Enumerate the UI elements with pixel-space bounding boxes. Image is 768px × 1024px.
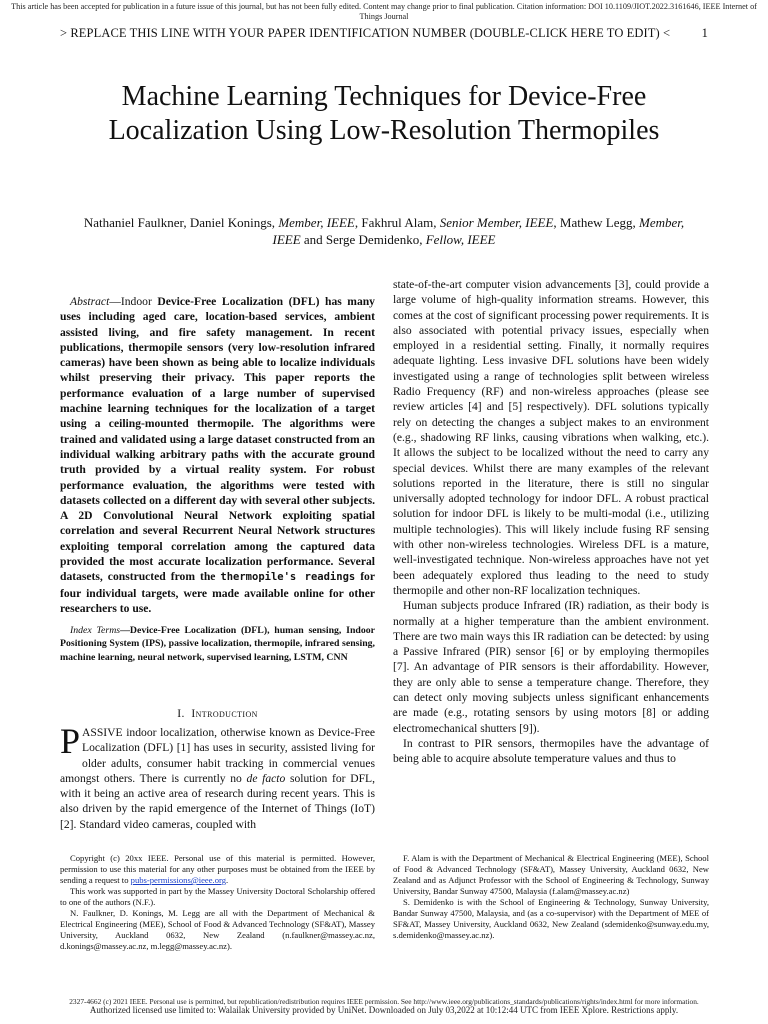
index-terms-label: Index Terms: [70, 625, 121, 636]
demidenko-affiliation: S. Demidenko is with the School of Engineering & Technology, Sunway University, Bandar Sunway 47500, Malaysia, and (as a co-supervisor) with the Department of MEE of SF&AT, Massey University, Auckland 0632, New Zealand (sdemidenko@sunway.edu.my, s.demidenko@massey.ac.nz).: [393, 897, 709, 940]
support-footnote: This work was supported in part by the Massey University Doctoral Scholarship offered to one of the authors (N.F.).: [60, 886, 375, 907]
author-names-3: , Mathew Legg,: [553, 215, 639, 230]
copyright-footer: 2327-4662 (c) 2021 IEEE. Personal use is permitted, but republication/redistribution requires IEEE permission. See http://www.ieee.org/publications_standards/publications/rights/index.html for more information.: [69, 997, 699, 1006]
author-role-2: Senior Member, IEEE: [439, 215, 554, 230]
intro-text-a: ASSIVE indoor localization, otherwise known as Device-Free Localization (DFL) [1] has uses in security, assisted living for older adults, consumer habit tracking in commercial venues amongst others. There is currently no: [60, 726, 375, 785]
drop-cap: P: [60, 721, 81, 761]
abstract-lead: —Indoor: [109, 295, 158, 308]
author-role-1: Member, IEEE: [278, 215, 355, 230]
paper-title: Machine Learning Techniques for Device-Free Localization Using Low-Resolution Thermopiles: [108, 81, 660, 146]
section-title: Introduction: [191, 707, 258, 720]
author-role-3: Member, IEEE: [272, 215, 685, 247]
author-names-1: Nathaniel Faulkner, Daniel Konings,: [83, 215, 279, 230]
author-names-4: and Serge Demidenko,: [300, 232, 426, 247]
body-paragraph-2: Human subjects produce Infrared (IR) radiation, as their body is normally at a higher temperature than the ambient environment. There are two main ways this IR radiation can be detected: by using a Passive Infrared (PIR) sensor [6] or by employing thermopiles [7]. An advantage of PIR sensors is their affordability. However, they are only able to sense a temperature change. Therefore, they can detect only moving subjects unless significant enhancements are made (e.g., rotating sensors by using motors [8] or adding electromechanical shutters [9]).: [393, 599, 709, 735]
body-paragraph-1: state-of-the-art computer vision advancements [3], could provide a large volume of high-quality information streams. However, this comes at the cost of significant processing power requirements. It is also associated with potential privacy issues, especially when employed in a residential setting. Finally, it normally requires adequate lighting. Less invasive DFL solutions have been widely investigated using a range of technologies split between wireless Radio Frequency (RF) and non-wireless approaches (please see review articles [4] and [5] respectively). DFL solutions typically rely on detecting the changes a subject makes to an environment (e.g., shadowing RF links, causing vibrations when walking, etc.). It allows the subject to be localized without the need to carry any special devices. Whilst there are many examples of the relevant solutions reported in the literature, there is still no singular universally adopted technology for indoor DFL. A robust practical solution for indoor DFL is likely to be multi-modal (i.e., utilizing multiple technologies). This will likely include fusing RF sensing with other non-wireless technologies. Wireless DFL is a mature, well-investigated technique. Non-wireless approaches have not yet been adequately explored thus leading to the need to study thermopile and other non-RF localization techniques.: [393, 278, 709, 597]
author-role-4: Fellow, IEEE: [425, 232, 496, 247]
journal-notice: This article has been accepted for publication in a future issue of this journal, but has not been fully edited. Content may change prior to final publication. Citation information: DOI 10.1109/JIOT.2022.3161646, IEEE Internet of Things Journal: [11, 2, 757, 21]
copyright-text: Copyright (c) 20xx IEEE. Personal use of this material is permitted. However, permission to use this material for any other purposes must be obtained from the IEEE by sending a request to: [60, 853, 375, 885]
introduction-paragraph: [60, 721, 375, 832]
alam-affiliation: F. Alam is with the Department of Mechanical & Electrical Engineering (MEE), School of Food & Advanced Technology (SF&AT), Massey University, Auckland 0632, New Zealand and as Adjunct Professor with the School of Engineering & Technology, Sunway University, Bandar Sunway 47500, Malaysia (f.alam@massey.ac.nz): [393, 853, 709, 896]
copyright-footnote: [60, 853, 375, 886]
author-names-2: , Fakhrul Alam,: [354, 215, 440, 230]
abstract-body-1: Device-Free Localization (DFL) has many uses including aged care, location-based services, ambient assisted living, and fire safety management. In recent publications, thermopile sensors (very low-resolution infrared cameras) have been shown as being able to localize individuals whilst preserving their privacy. This paper reports the performance evaluation of a large number of supervised machine learning techniques for the localization of a target using a ceiling-mounted thermopile. The algorithms were trained and validated using a large dataset constructed from an individual walking arbitrary paths with the accurate ground truth provided by a virtual reality system. For robust performance evaluation, the algorithms were tested with datasets collected on a different day with several other subjects. A 2D Convolutional Neural Network exploiting spatial correlation and several Recurrent Neural Network structures exploiting temporal correlation among the captured data provided the most accurate localization performance. Several datasets, constructed from the: [60, 295, 375, 584]
index-terms: [60, 624, 375, 664]
intro-text-b: solution for DFL, with it being an active area of research during recent years. This is also driven by the rapid emergence of the Internet of Things (IoT) [2]. Standard video cameras, coupled with: [60, 771, 375, 831]
copyright-end: .: [226, 875, 229, 885]
affiliation-footnote: N. Faulkner, D. Konings, M. Legg are all with the Department of Mechanical & Electrical Engineering (MEE), School of Food & Advanced Technology (SF&AT), Massey University, Auckland 0632, New Zealand (n.faulkner@massey.ac.nz, d.konings@massey.ac.nz, m.legg@massey.ac.nz).: [60, 908, 375, 951]
body-paragraph-3: In contrast to PIR sensors, thermopiles have the advantage of being able to acquire absolute temperature values and thus to: [393, 736, 709, 766]
footnotes-left: [60, 853, 375, 952]
section-heading-introduction: [60, 707, 375, 720]
author-list: [80, 214, 688, 248]
abstract: [60, 294, 375, 616]
section-number: I.: [177, 707, 185, 720]
header-text: > REPLACE THIS LINE WITH YOUR PAPER IDENTIFICATION NUMBER (DOUBLE-CLICK HERE TO EDIT) <: [60, 26, 671, 40]
abstract-body-2: thermopile's readings: [220, 571, 356, 584]
page-number: 1: [701, 26, 708, 40]
right-column-body: [393, 277, 709, 767]
permissions-email-link[interactable]: pubs-permissions@ieee.org: [130, 875, 227, 885]
license-footer: Authorized licensed use limited to: Walailak University provided by UniNet. Downloaded on July 03,2022 at 10:12:44 UTC from IEEE Xplore. Restrictions apply.: [89, 1005, 679, 1015]
index-terms-text: —Device-Free Localization (DFL), human sensing, Indoor Positioning System (IPS), passive localization, thermopile, infrared sensing, machine learning, neural network, supervised learning, LSTM, CNN: [60, 625, 375, 663]
intro-italic: de facto: [246, 771, 286, 785]
page-footer: [30, 997, 738, 1015]
abstract-body-3: for four individual targets, were made available online for other researchers to use.: [60, 570, 375, 615]
running-header: [60, 26, 708, 40]
abstract-label: Abstract: [70, 295, 110, 308]
footnotes-right: [393, 853, 709, 941]
